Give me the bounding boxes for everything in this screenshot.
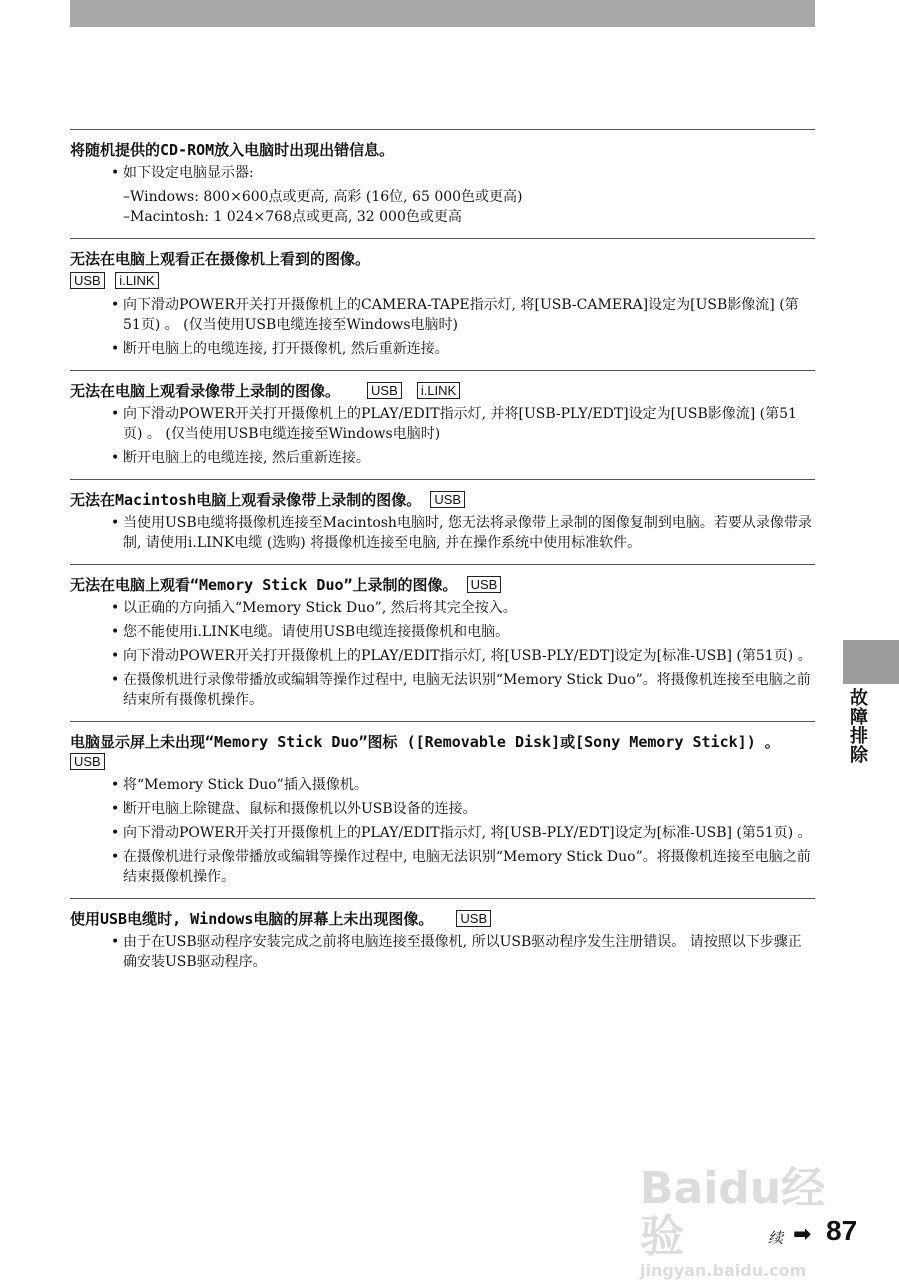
section-live-image [70,238,815,359]
usb-badge: USB [367,382,402,399]
usb-badge: USB [456,910,491,927]
badge-row [70,272,815,292]
ilink-badge: i.LINK [417,382,460,399]
page-number: 87 [826,1215,858,1246]
section-memory-stick-icon [70,721,815,887]
section-tab-label: 故障排除 [847,688,868,764]
section-title-row [70,732,815,772]
list-item: • 您不能使用i.LINK电缆。请使用USB电缆连接摄像机和电脑。 [111,622,815,642]
section-title: 将随机提供的CD-ROM放入电脑时出现出错信息。 [70,141,395,159]
section-title-row [70,909,815,929]
list-item: • 由于在USB驱动程序安装完成之前将电脑连接至摄像机, 所以USB驱动程序发生注册错误。 请按照以下步骤正确安装USB驱动程序。 [111,932,815,972]
list-item: • 向下滑动POWER开关打开摄像机上的PLAY/EDIT指示灯, 将[USB-PLY/EDT]设定为[标准-USB] (第51页) 。 [111,646,815,666]
arrow-right-icon: ➡ [793,1222,812,1247]
watermark-url: jingyan.baidu.com [640,1261,807,1280]
section-title: 无法在电脑上观看“Memory Stick Duo”上录制的图像。 [70,576,458,594]
list-item: • 向下滑动POWER开关打开摄像机上的PLAY/EDIT指示灯, 并将[USB-PLY/EDT]设定为[USB影像流] (第51页) 。 (仅当使用USB电缆连接至Windows电脑时) [111,404,815,444]
ilink-badge: i.LINK [115,272,158,289]
section-tape-image [70,370,815,468]
usb-badge: USB [430,491,465,508]
section-windows-usb [70,898,815,972]
usb-badge: USB [70,272,105,289]
list-item: • 断开电脑上的电缆连接, 打开摄像机, 然后重新连接。 [111,339,815,359]
continued-label: 续 [768,1229,784,1247]
list-item: • 断开电脑上除键盘、鼠标和摄像机以外USB设备的连接。 [111,799,815,819]
list-item: • 将“Memory Stick Duo”插入摄像机。 [111,775,815,795]
list-item: • 向下滑动POWER开关打开摄像机上的PLAY/EDIT指示灯, 将[USB-PLY/EDT]设定为[标准-USB] (第51页) 。 [111,823,815,843]
header-bar [70,0,815,27]
list-item: • 当使用USB电缆将摄像机连接至Macintosh电脑时, 您无法将录像带上录制的图像复制到电脑。若要从录像带录制, 请使用i.LINK电缆 (选购) 将摄像机连接至电脑, 并在操作系统中使用标准软件。 [111,513,815,553]
section-title: 电脑显示屏上未出现“Memory Stick Duo”图标 ([Removable Disk]或[Sony Memory Stick]) 。 [70,733,780,751]
usb-badge: USB [70,753,105,770]
section-title: 无法在Macintosh电脑上观看录像带上录制的图像。 [70,491,422,509]
section-macintosh-tape [70,479,815,553]
section-title-row [70,490,815,510]
list-item: • 在摄像机进行录像带播放或编辑等操作过程中, 电脑无法识别“Memory Stick Duo”。将摄像机连接至电脑之前结束所有摄像机操作。 [111,670,815,710]
section-title-row [70,575,815,595]
usb-badge: USB [467,576,502,593]
list-item: • 断开电脑上的电缆连接, 然后重新连接。 [111,448,815,468]
watermark-logo: Baidu经验 [640,1163,826,1262]
section-title: 无法在电脑上观看录像带上录制的图像。 [70,382,341,400]
sub-item: –Macintosh: 1 024×768点或更高, 32 000色或更高 [123,209,462,225]
section-cdrom-error [70,129,815,227]
section-title: 使用USB电缆时, Windows电脑的屏幕上未出现图像。 [70,910,434,928]
list-item: • 以正确的方向插入“Memory Stick Duo”, 然后将其完全按入。 [111,598,815,618]
section-memory-stick-image [70,564,815,710]
list-item: • 如下设定电脑显示器: [111,163,815,183]
list-item: • 在摄像机进行录像带播放或编辑等操作过程中, 电脑无法识别“Memory Stick Duo”。将摄像机连接至电脑之前结束摄像机操作。 [111,847,815,887]
section-title-row [70,381,815,401]
sub-item: –Windows: 800×600点或更高, 高彩 (16位, 65 000色或更高) [123,189,523,205]
list-item: • 向下滑动POWER开关打开摄像机上的CAMERA-TAPE指示灯, 将[USB-CAMERA]设定为[USB影像流] (第51页) 。 (仅当使用USB电缆连接至Windows电脑时) [111,295,815,335]
section-title: 无法在电脑上观看正在摄像机上看到的图像。 [70,250,371,268]
section-tab [843,640,899,684]
troubleshooting-content [70,129,815,983]
